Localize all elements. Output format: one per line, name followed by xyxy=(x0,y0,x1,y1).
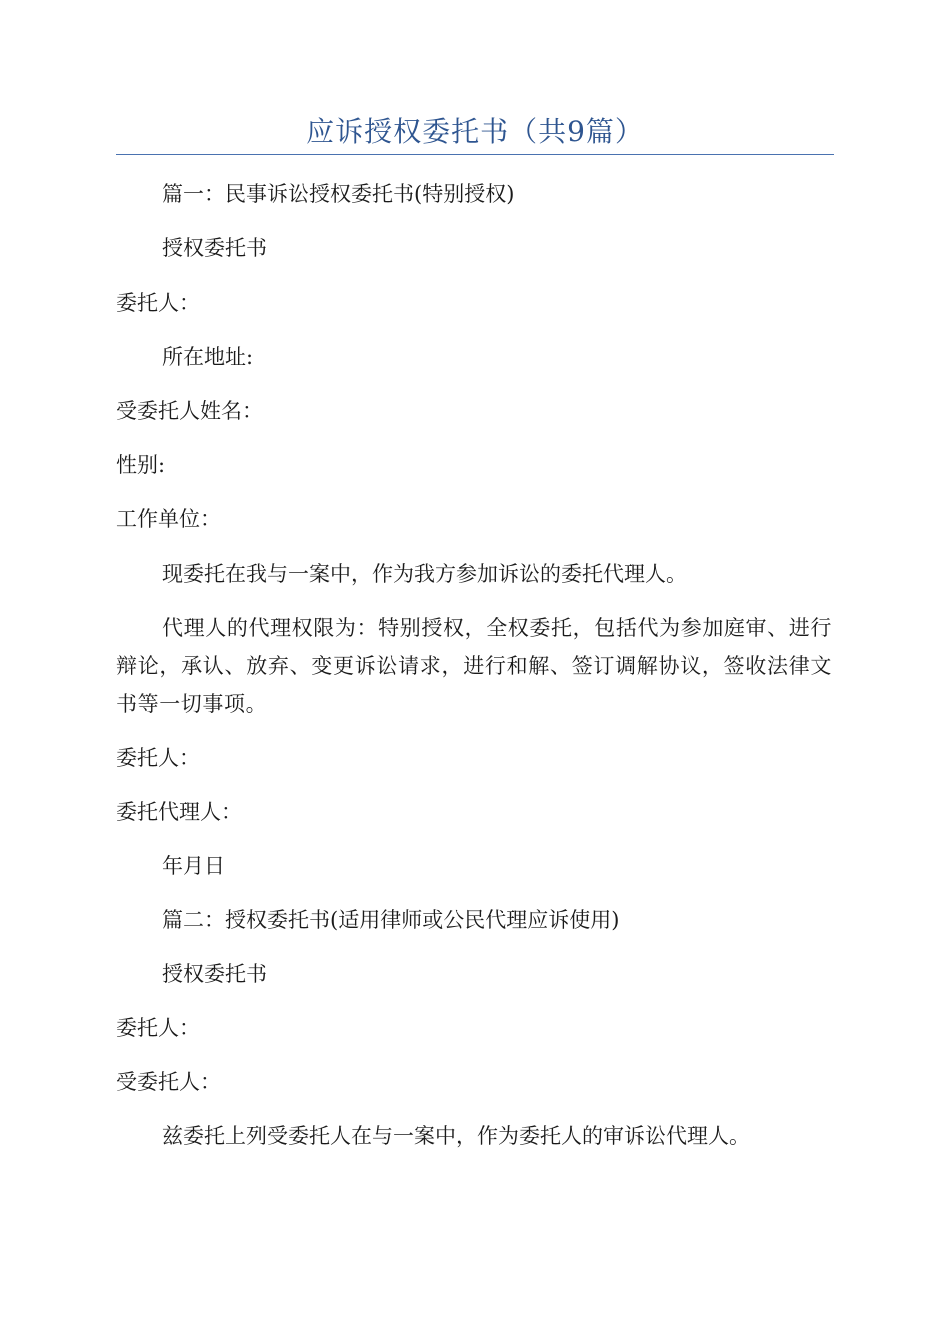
field-agent-2: 受委托人： xyxy=(116,1070,221,1094)
field-employer: 工作单位： xyxy=(116,507,221,531)
date-line: 年月日 xyxy=(162,854,225,878)
title-underline xyxy=(116,154,834,155)
form-title-1: 授权委托书 xyxy=(162,236,267,260)
field-agent-name: 受委托人姓名： xyxy=(116,399,263,423)
section-heading-1: 篇一：民事诉讼授权委托书(特别授权) xyxy=(162,182,515,206)
field-principal-2: 委托人： xyxy=(116,1016,200,1040)
form-title-2: 授权委托书 xyxy=(162,962,267,986)
field-principal: 委托人： xyxy=(116,291,200,315)
section-heading-2: 篇二：授权委托书(适用律师或公民代理应诉使用) xyxy=(162,908,620,932)
authority-scope-paragraph: 代理人的代理权限为：特别授权，全权委托，包括代为参加庭审、进行辩论，承认、放弃、变更诉讼请求，进行和解、签订调解协议，签收法律文书等一切事项。 xyxy=(116,616,832,716)
delegation-statement: 现委托在我与一案中，作为我方参加诉讼的委托代理人。 xyxy=(162,562,687,586)
signature-agent: 委托代理人： xyxy=(116,800,242,824)
field-address: 所在地址: xyxy=(162,345,254,369)
document-title: 应诉授权委托书（共9篇） xyxy=(306,115,644,148)
delegation-statement-2: 兹委托上列受委托人在与一案中，作为委托人的审诉讼代理人。 xyxy=(162,1124,750,1148)
field-gender: 性别: xyxy=(116,453,166,477)
signature-principal: 委托人： xyxy=(116,746,200,770)
